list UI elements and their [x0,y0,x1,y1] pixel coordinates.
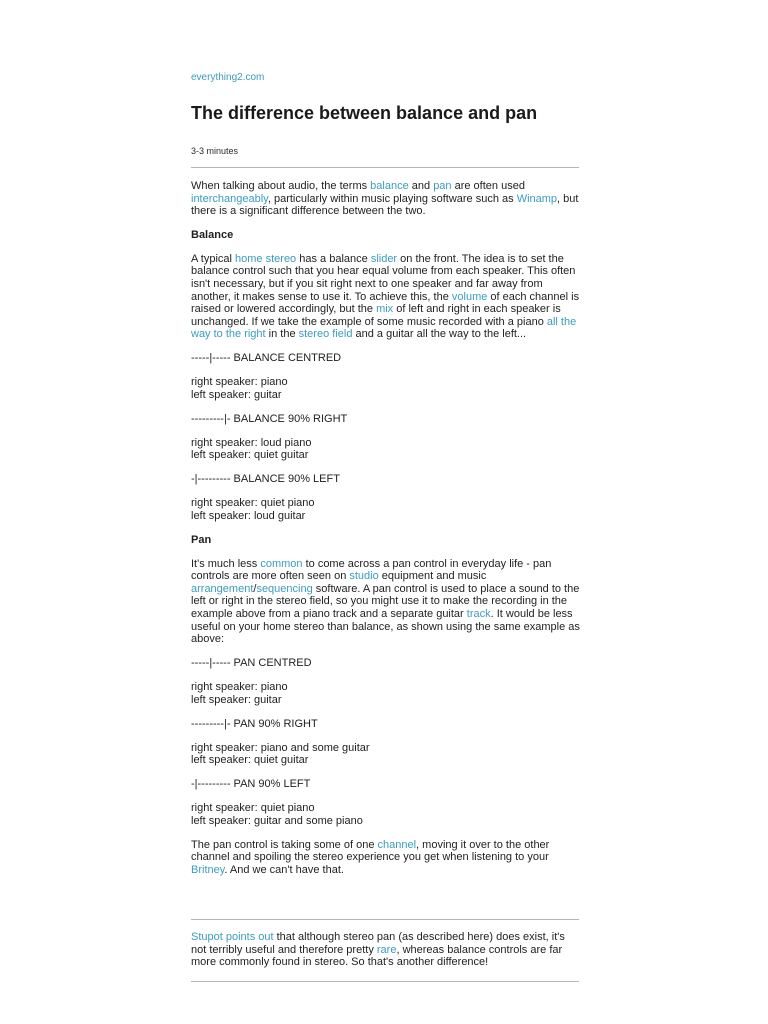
balance-paragraph: A typical home stereo has a balance slider on the front. The idea is to set the balance control such that you hear equal volume from each speaker. This often isn't necessary, but if you sit right next to one speaker and far away from another, it makes sense to use it. To achieve this, the volume of each channel is raised or lowered accordingly, but the mix of left and right in each speaker is unchanged. If we take the example of some music recorded with a piano all the way to the right in the stereo field and a guitar all the way to the left... [191,252,580,341]
link-sequencing[interactable]: sequencing [256,582,313,595]
pan-diagram-centred: -----|----- PAN CENTRED [191,657,312,670]
link-britney[interactable]: Britney [191,864,225,877]
link-slider[interactable]: slider [370,252,398,265]
link-home-stereo[interactable]: home stereo [235,252,297,265]
link-winamp[interactable]: Winamp [516,192,558,205]
link-mix[interactable]: mix [376,303,394,316]
read-time: 3-3 minutes [191,146,239,156]
link-pan[interactable]: pan [433,180,452,192]
pan-diagram-left: -|--------- PAN 90% LEFT [191,778,311,791]
section-heading-pan: Pan [191,534,212,546]
link-stupot-points-out[interactable]: Stupot points out [191,931,274,943]
section-heading-balance: Balance [191,229,234,242]
divider-footnote-top [191,919,579,920]
pan-conclusion: The pan control is taking some of one channel, moving it over to the other channel and spoiling the stereo experience you get when listening to your Britney. And we can't have that. [191,838,550,877]
link-balance[interactable]: balance [370,180,409,192]
divider-top [191,167,579,168]
balance-diagram-right: ---------|- BALANCE 90% RIGHT [191,412,348,425]
link-rare[interactable]: rare [376,943,397,956]
link-all-the-way-to-the-right[interactable]: all the way to the right [191,315,577,341]
balance-diagram-centred: -----|----- BALANCE CENTRED [191,352,342,365]
balance-diagram-left: -|--------- BALANCE 90% LEFT [191,473,340,486]
link-stereo-field[interactable]: stereo field [298,328,353,341]
link-channel[interactable]: channel [377,838,417,851]
link-common[interactable]: common [260,557,303,570]
link-volume[interactable]: volume [451,290,488,303]
balance-example-right: right speaker: loud piano left speaker: quiet guitar [191,436,312,462]
pan-example-centred: right speaker: piano left speaker: guitar [191,681,288,706]
article-body [191,180,580,888]
divider-bottom [191,981,579,982]
link-interchangeably[interactable]: interchangeably [191,192,268,205]
site-link[interactable]: everything2.com [191,72,265,83]
intro-paragraph: When talking about audio, the terms balance and pan are often used interchangeably, particularly within music playing software such as Winamp, but there is a significant difference between the two. [191,180,579,218]
balance-example-centred: right speaker: piano left speaker: guitar [191,376,288,401]
link-studio[interactable]: studio [349,570,379,583]
pan-example-right: right speaker: piano and some guitar left speaker: quiet guitar [191,741,370,767]
footnote: Stupot points out that although stereo pan (as described here) does exist, it's not terribly useful and therefore pretty rare, whereas balance controls are far more commonly found in stereo. So that's another difference! [191,931,565,969]
pan-example-left: right speaker: quiet piano left speaker: guitar and some piano [191,802,363,827]
link-arrangement[interactable]: arrangement [191,582,254,595]
page-title: The difference between balance and pan [191,103,538,123]
balance-example-left: right speaker: quiet piano left speaker: loud guitar [191,497,315,523]
pan-diagram-right: ---------|- PAN 90% RIGHT [191,717,318,730]
link-track[interactable]: track [466,607,491,620]
pan-paragraph: It's much less common to come across a pan control in everyday life - pan controls are more often seen on studio equipment and music arrangement/sequencing software. A pan control is used to place a sound to the left or right in the stereo field, so you might use it to make the recording in the example above from a piano track and a separate guitar track. It would be less useful on your home stereo than balance, as shown using the same example as above: [191,557,580,646]
